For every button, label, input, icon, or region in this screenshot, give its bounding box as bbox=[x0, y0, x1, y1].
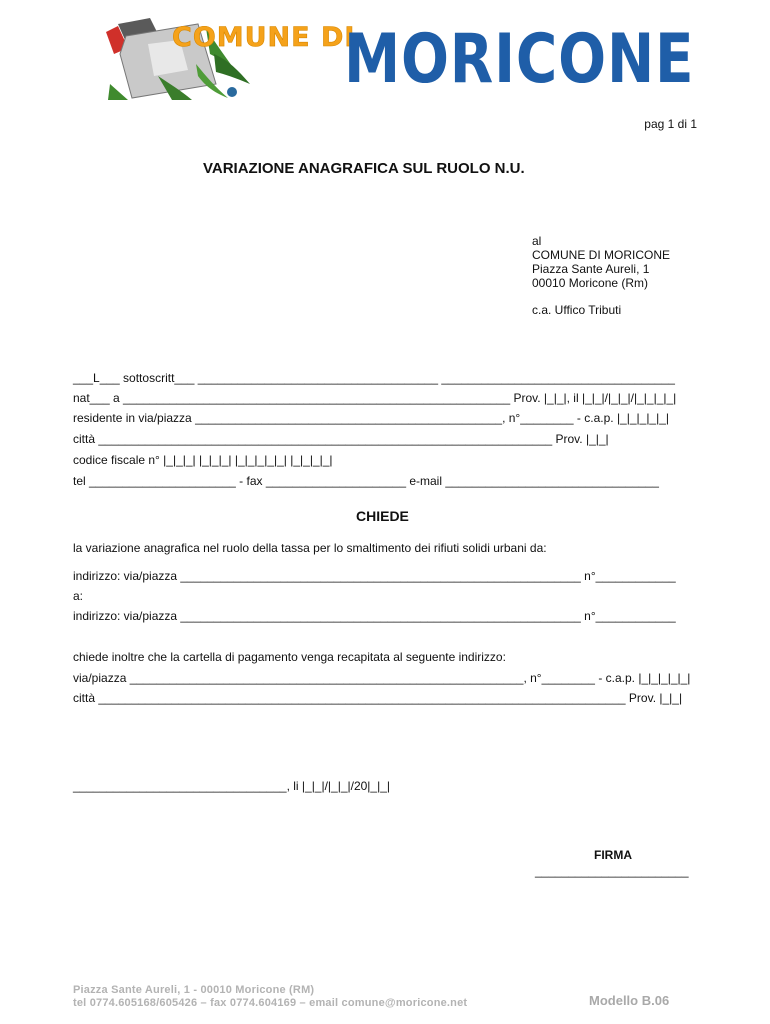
page-number: pag 1 di 1 bbox=[644, 117, 697, 131]
logo-text-comune-di: COMUNE DI bbox=[172, 22, 356, 53]
applicant-name-line: ___L___ sottoscritt___ ____________________________________ ___________________________________ bbox=[73, 371, 675, 385]
billing-street-line: via/piazza ___________________________________________________________, n°________ - c.a.p. |_|_|_|_|_| bbox=[73, 671, 691, 685]
footer-contacts: tel 0774.605168/605426 – fax 0774.604169 – email comune@moricone.net bbox=[73, 997, 468, 1009]
chiede-heading: CHIEDE bbox=[356, 508, 409, 524]
date-place-line: ________________________________, li |_|_|/|_|_|/20|_|_| bbox=[73, 779, 391, 793]
recipient-line-3: Piazza Sante Aureli, 1 bbox=[532, 262, 650, 276]
billing-intro: chiede inoltre che la cartella di pagamento venga recapitata al seguente indirizzo: bbox=[73, 650, 506, 664]
logo-text-moricone: MORICONE bbox=[344, 20, 695, 99]
recipient-line-4: 00010 Moricone (Rm) bbox=[532, 276, 649, 290]
footer-address: Piazza Sante Aureli, 1 - 00010 Moricone (RM) bbox=[73, 984, 315, 996]
applicant-residence-line: residente in via/piazza ______________________________________________, n°________ - c.a.p. |_|_|_|_|_| bbox=[73, 411, 670, 425]
request-to-address: indirizzo: via/piazza ____________________________________________________________ n°____________ bbox=[73, 609, 676, 623]
recipient-line-5: c.a. Uffico Tributi bbox=[532, 303, 622, 317]
request-intro: la variazione anagrafica nel ruolo della tassa per lo smaltimento dei rifiuti solidi urbani da: bbox=[73, 541, 547, 555]
document-title: VARIAZIONE ANAGRAFICA SUL RUOLO N.U. bbox=[203, 160, 525, 177]
billing-city-line: città _______________________________________________________________________________ Prov. |_|_| bbox=[73, 691, 683, 705]
model-number: Modello B.06 bbox=[589, 993, 670, 1008]
applicant-city-line: città ____________________________________________________________________ Prov. |_|_| bbox=[73, 432, 609, 446]
request-to-label: a: bbox=[73, 589, 84, 603]
recipient-line-1: al bbox=[532, 234, 542, 248]
applicant-tax-code-line: codice fiscale n° |_|_|_| |_|_|_| |_|_|_|_|_| |_|_|_|_| bbox=[73, 453, 333, 467]
applicant-birth-line: nat___ a __________________________________________________________ Prov. |_|_|, il |_|_|/|_|_|/|_|_|_|_| bbox=[73, 391, 677, 405]
signature-label: FIRMA bbox=[594, 848, 632, 862]
request-from-address: indirizzo: via/piazza ____________________________________________________________ n°____________ bbox=[73, 569, 676, 583]
signature-line: _______________________ bbox=[535, 864, 689, 878]
applicant-contacts-line: tel ______________________ - fax _____________________ e-mail ________________________________ bbox=[73, 474, 659, 488]
recipient-line-2: COMUNE DI MORICONE bbox=[532, 248, 670, 262]
